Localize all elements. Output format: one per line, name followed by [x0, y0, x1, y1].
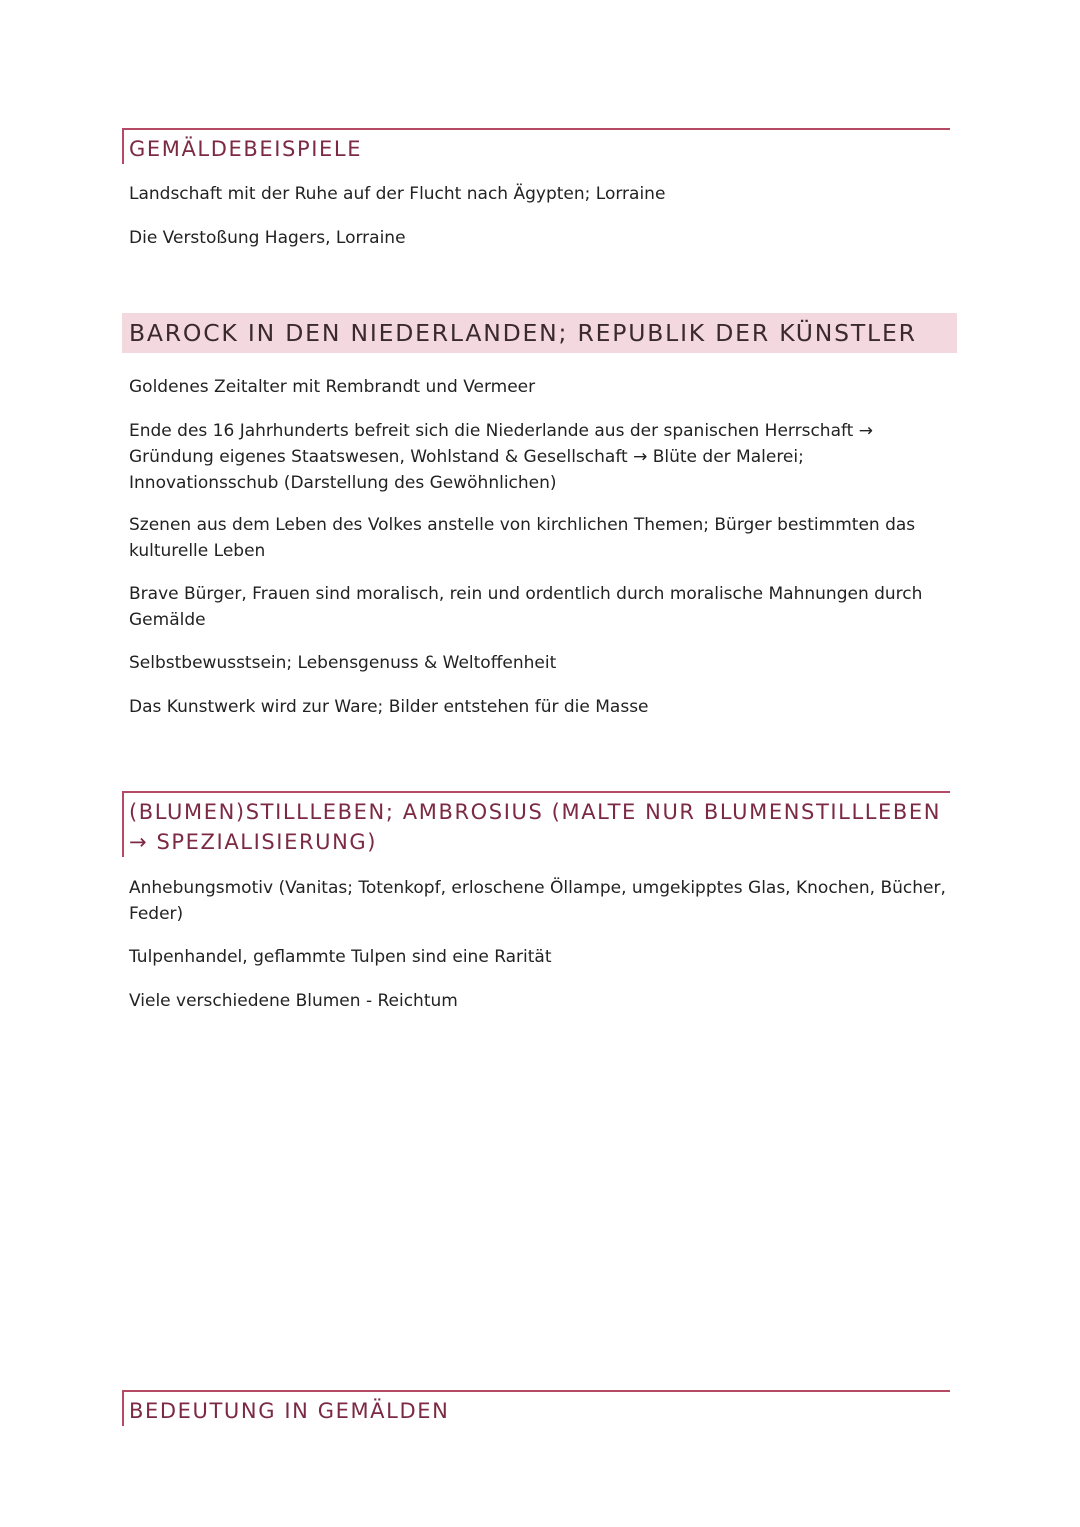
paragraph: Das Kunstwerk wird zur Ware; Bilder entstehen für die Masse — [129, 697, 649, 717]
paragraph: Die Verstoßung Hagers, Lorraine — [129, 228, 406, 248]
paragraph: Viele verschiedene Blumen - Reichtum — [129, 991, 458, 1011]
section-heading-bedeutung: BEDEUTUNG IN GEMÄLDEN — [122, 1390, 950, 1426]
paragraph: Brave Bürger, Frauen sind moralisch, rein und ordentlich durch moralische Mahnungen durch Gemälde — [129, 584, 923, 630]
paragraph: Anhebungsmotiv (Vanitas; Totenkopf, erloschene Öllampe, umgekipptes Glas, Knochen, Bücher, Feder) — [129, 878, 946, 924]
section-heading-barock: BAROCK IN DEN NIEDERLANDEN; REPUBLIK DER KÜNSTLER — [122, 313, 957, 353]
section-heading-gemaeldebeispiele: GEMÄLDEBEISPIELE — [122, 128, 950, 164]
paragraph: Goldenes Zeitalter mit Rembrandt und Vermeer — [129, 377, 536, 397]
paragraph: Tulpenhandel, geflammte Tulpen sind eine Rarität — [129, 947, 552, 967]
paragraph: Ende des 16 Jahrhunderts befreit sich die Niederlande aus der spanischen Herrschaft → Gründung eigenes Staatswesen, Wohlstand & Gesellschaft → Blüte der Malerei; Innovationsschub (Darstellung des Gewöhnlichen) — [129, 421, 873, 493]
paragraph: Selbstbewusstsein; Lebensgenuss & Weltoffenheit — [129, 653, 557, 673]
section-heading-stillleben: (BLUMEN)STILLLEBEN; AMBROSIUS (MALTE NUR BLUMENSTILLLEBEN → SPEZIALISIERUNG) — [122, 791, 950, 857]
paragraph: Landschaft mit der Ruhe auf der Flucht nach Ägypten; Lorraine — [129, 184, 666, 204]
paragraph: Szenen aus dem Leben des Volkes anstelle von kirchlichen Themen; Bürger bestimmten das kulturelle Leben — [129, 515, 916, 561]
